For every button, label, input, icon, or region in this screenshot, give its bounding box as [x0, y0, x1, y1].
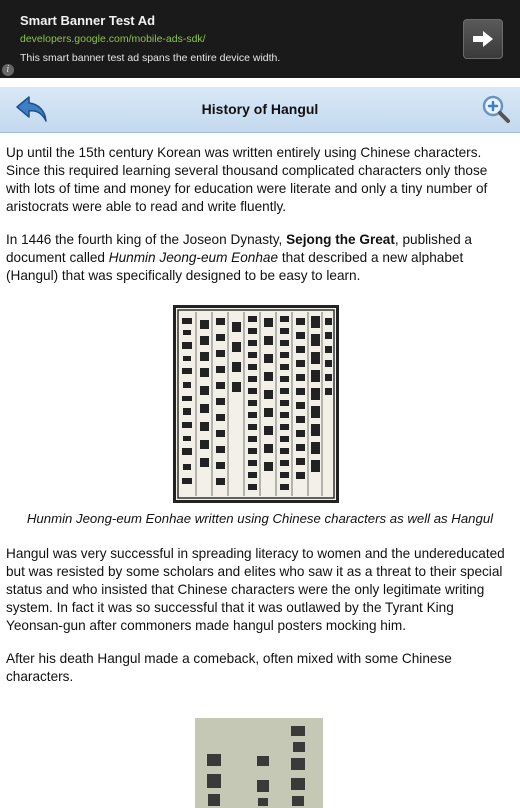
- ad-description: This smart banner test ad spans the entire device width.: [20, 52, 281, 64]
- paragraph-intro: Up until the 15th century Korean was written entirely using Chinese characters. Since this required learning several thousand complicated characters only those with lots of time and money for education were literate and only a tiny number of aristocrats were able to read and write fluently.: [6, 145, 488, 214]
- ad-open-button[interactable]: [463, 19, 503, 59]
- ad-title[interactable]: Smart Banner Test Ad: [20, 13, 156, 28]
- arrow-right-icon: [472, 29, 494, 49]
- ad-info-icon[interactable]: i: [2, 64, 14, 76]
- toolbar: [0, 87, 520, 133]
- article-body: [6, 144, 514, 285]
- paragraph-sejong-text-a: In 1446 the fourth king of the Joseon Dynasty,: [6, 232, 287, 247]
- manuscript-illustration: [176, 308, 336, 500]
- paragraph-sejong-text-b: , published a document called: [6, 232, 472, 265]
- paragraph-sejong: [6, 231, 514, 285]
- page-title: History of Hangul: [201, 101, 319, 117]
- paragraph-resistance: Hangul was very successful in spreading literacy to women and the undereducated but was resisted by some scholars and elites who saw it as a threat to their special status and who insisted that Chinese characters were the only legitimate writing system. In fact it was so successful that it was outlawed by the Tyrant King Yeonsan-gun after commoners made hangul posters mocking him.: [6, 546, 505, 633]
- zoom-in-button[interactable]: [480, 94, 512, 126]
- paragraph-comeback: After his death Hangul made a comeback, often mixed with some Chinese characters.: [6, 651, 452, 684]
- mixed-script-illustration: [195, 718, 323, 808]
- article-body-continued: [6, 545, 514, 686]
- manuscript-image: [173, 305, 339, 503]
- sejong-name: Sejong the Great: [286, 232, 395, 247]
- figure-caption: Hunmin Jeong-eum Eonhae written using Chinese characters as well as Hangul: [26, 511, 494, 526]
- mixed-script-image: [195, 718, 323, 808]
- smart-banner-ad[interactable]: [0, 0, 520, 78]
- ad-url[interactable]: developers.google.com/mobile-ads-sdk/: [20, 33, 206, 45]
- paragraph-sejong-text-c: that described a new alphabet (Hangul) that was specifically designed to be easy to learn.: [6, 250, 464, 283]
- zoom-in-icon: [480, 94, 512, 126]
- document-name: Hunmin Jeong-eum Eonhae: [108, 250, 279, 265]
